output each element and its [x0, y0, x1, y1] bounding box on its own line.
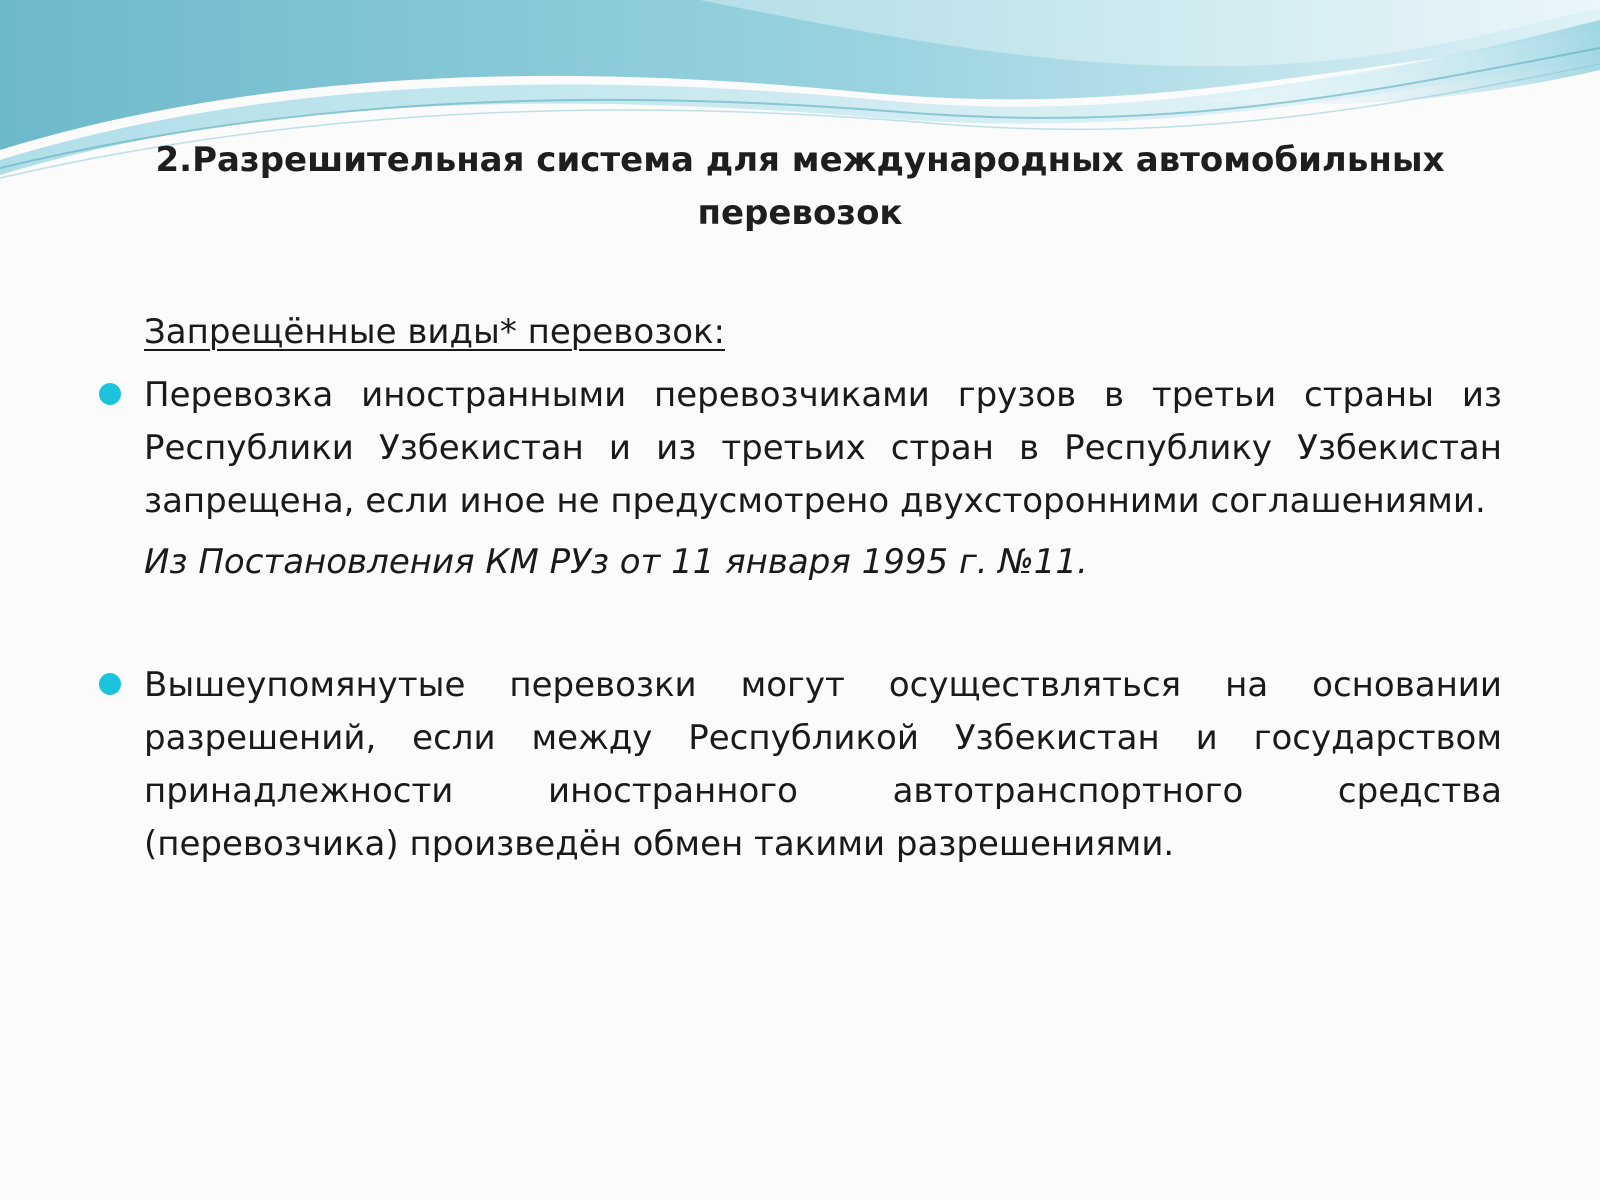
bullet-text: Перевозка иностранными перевозчиками грузов в третьи страны из Республики Узбекистан и из третьих стран в Республику Узбекистан запрещена, если иное не предусмотрено двухсторонними соглашениями. — [144, 375, 1502, 521]
bullet-item — [144, 659, 1502, 871]
bullet-dot-icon — [99, 383, 121, 405]
bullet-text: Вышеупомянутые перевозки могут осуществляться на основании разрешений, если между Республикой Узбекистан и государством принадлежности иностранного автотранспортного средства (перевозчика) произведён обмен такими разрешениями. — [144, 665, 1502, 864]
slide-content — [144, 306, 1502, 871]
bullet-item — [144, 369, 1502, 528]
slide-title: 2.Разрешительная система для международных автомобильных перевозок — [155, 140, 1445, 233]
section-subtitle: Запрещённые виды* перевозок: — [144, 312, 725, 352]
source-citation: Из Постановления КМ РУз от 11 января 1995 г. №11. — [144, 542, 1088, 582]
bullet-dot-icon — [99, 673, 121, 695]
